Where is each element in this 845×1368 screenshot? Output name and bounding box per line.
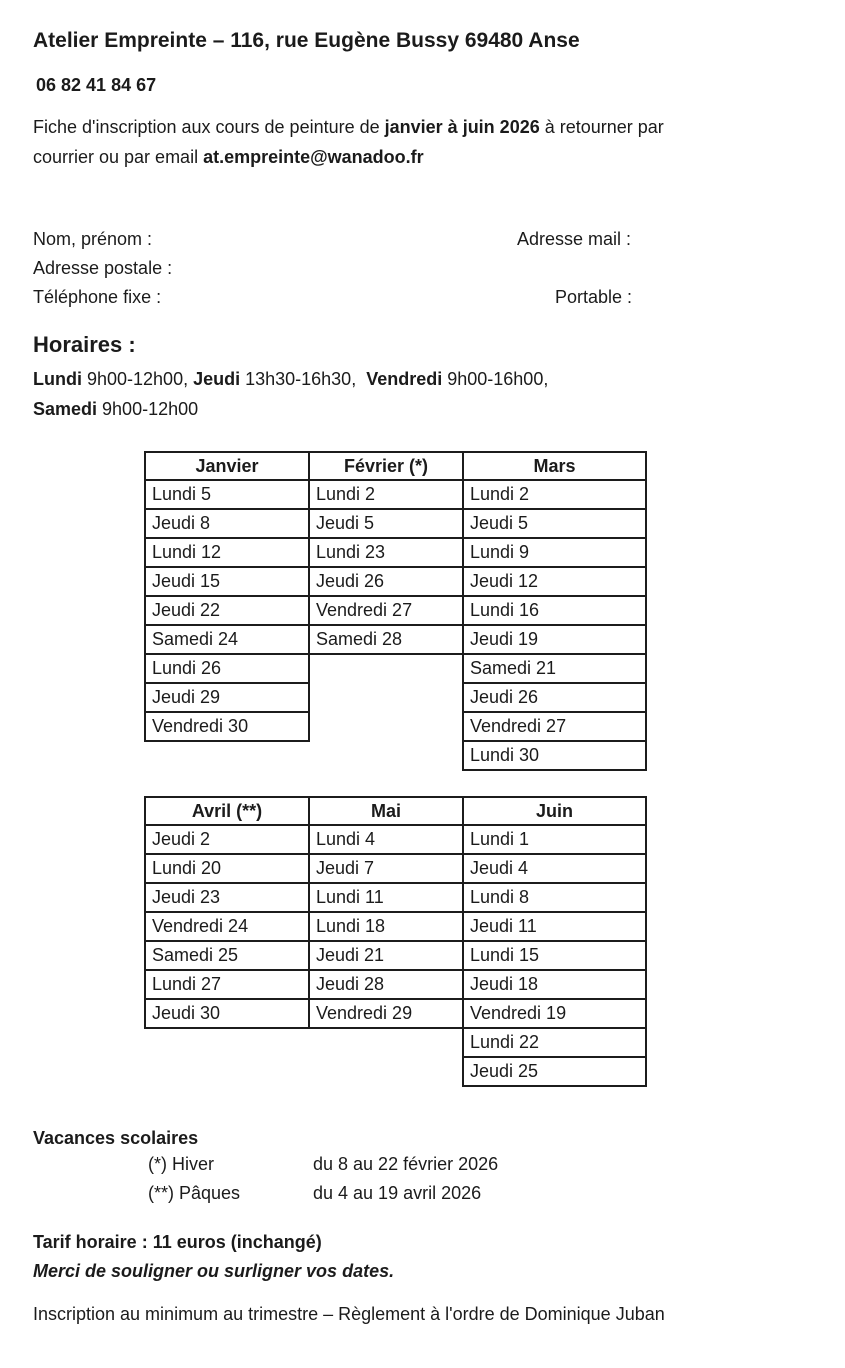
date-cell: Lundi 4 <box>309 825 463 854</box>
table-row <box>145 567 646 596</box>
dates-table-q2 <box>144 796 647 1087</box>
empty-cell <box>309 741 463 770</box>
date-cell: Jeudi 30 <box>145 999 309 1028</box>
empty-cell <box>309 1028 463 1057</box>
date-cell: Lundi 11 <box>309 883 463 912</box>
table-row <box>145 538 646 567</box>
date-cell: Lundi 15 <box>463 941 646 970</box>
month-header: Mai <box>309 797 463 825</box>
table-row <box>145 712 646 741</box>
schedule-day: Lundi <box>33 369 82 389</box>
table-row <box>145 509 646 538</box>
schedule-day: Jeudi <box>193 369 241 389</box>
table-row <box>145 741 646 770</box>
date-cell: Jeudi 26 <box>463 683 646 712</box>
schedule-day: Vendredi <box>366 369 443 389</box>
landline-label: Téléphone fixe : <box>33 287 162 307</box>
holiday-marker: (*) Hiver <box>148 1154 214 1174</box>
empty-cell <box>145 741 309 770</box>
page-title: Atelier Empreinte – 116, rue Eugène Bussy 69480 Anse <box>33 29 580 52</box>
table-row <box>145 883 646 912</box>
date-cell: Jeudi 15 <box>145 567 309 596</box>
table-row <box>145 480 646 509</box>
schedule-lines <box>33 364 823 424</box>
empty-cell <box>309 683 463 712</box>
phone-number: 06 82 41 84 67 <box>36 75 157 95</box>
table-row <box>145 970 646 999</box>
postal-address-label: Adresse postale : <box>33 258 173 278</box>
date-cell: Lundi 8 <box>463 883 646 912</box>
date-cell: Lundi 23 <box>309 538 463 567</box>
holiday-range: du 8 au 22 février 2026 <box>313 1154 499 1174</box>
schedule-time: 9h00-16h00, <box>442 369 549 389</box>
intro-text-3: courrier ou par email <box>33 147 204 167</box>
date-cell: Vendredi 27 <box>463 712 646 741</box>
table-row <box>145 941 646 970</box>
schedule-time: 9h00-12h00 <box>97 399 199 419</box>
form-row-address <box>33 254 823 283</box>
month-header: Mars <box>463 452 646 480</box>
email-label: Adresse mail : <box>517 229 632 249</box>
table-row <box>145 1057 646 1086</box>
table-row <box>145 683 646 712</box>
schedule-day: Samedi <box>33 399 98 419</box>
date-cell: Vendredi 19 <box>463 999 646 1028</box>
date-cell: Lundi 20 <box>145 854 309 883</box>
mobile-label: Portable : <box>555 287 633 307</box>
date-cell: Lundi 1 <box>463 825 646 854</box>
month-header: Juin <box>463 797 646 825</box>
form-row-phones <box>33 283 823 312</box>
date-cell: Lundi 12 <box>145 538 309 567</box>
month-header: Février (*) <box>309 452 463 480</box>
table-header-row <box>145 797 646 825</box>
table-row <box>145 825 646 854</box>
date-cell: Jeudi 5 <box>463 509 646 538</box>
date-cell: Lundi 9 <box>463 538 646 567</box>
date-cell: Jeudi 25 <box>463 1057 646 1086</box>
date-cell: Vendredi 29 <box>309 999 463 1028</box>
empty-cell <box>145 1028 309 1057</box>
date-cell: Jeudi 7 <box>309 854 463 883</box>
date-cell: Jeudi 26 <box>309 567 463 596</box>
date-cell: Lundi 16 <box>463 596 646 625</box>
date-cell: Samedi 21 <box>463 654 646 683</box>
holiday-item-winter <box>33 1150 823 1179</box>
rate-line: Tarif horaire : 11 euros (inchangé) <box>33 1232 322 1252</box>
table-row <box>145 854 646 883</box>
date-cell: Vendredi 27 <box>309 596 463 625</box>
date-cell: Jeudi 28 <box>309 970 463 999</box>
intro-paragraph <box>33 112 833 172</box>
empty-cell <box>309 1057 463 1086</box>
table-header-row <box>145 452 646 480</box>
date-cell: Vendredi 30 <box>145 712 309 741</box>
date-cell: Vendredi 24 <box>145 912 309 941</box>
date-cell: Lundi 2 <box>309 480 463 509</box>
email-address: at.empreinte@wanadoo.fr <box>203 147 424 167</box>
holidays-list <box>33 1150 823 1208</box>
empty-cell <box>145 1057 309 1086</box>
date-cell: Jeudi 23 <box>145 883 309 912</box>
date-cell: Jeudi 29 <box>145 683 309 712</box>
date-cell: Lundi 5 <box>145 480 309 509</box>
holiday-marker: (**) Pâques <box>148 1183 241 1203</box>
table-row <box>145 654 646 683</box>
date-cell: Lundi 22 <box>463 1028 646 1057</box>
date-cell: Jeudi 11 <box>463 912 646 941</box>
date-cell: Jeudi 21 <box>309 941 463 970</box>
form-row-name-email <box>33 225 823 254</box>
underline-note: Merci de souligner ou surligner vos dates. <box>33 1261 395 1281</box>
schedule-time: 13h30-16h30, <box>240 369 367 389</box>
month-header: Janvier <box>145 452 309 480</box>
empty-cell <box>309 712 463 741</box>
table-row <box>145 1028 646 1057</box>
date-cell: Jeudi 19 <box>463 625 646 654</box>
date-cell: Jeudi 12 <box>463 567 646 596</box>
date-cell: Jeudi 5 <box>309 509 463 538</box>
table-row <box>145 912 646 941</box>
date-cell: Lundi 30 <box>463 741 646 770</box>
table-row <box>145 596 646 625</box>
date-cell: Jeudi 2 <box>145 825 309 854</box>
date-cell: Lundi 26 <box>145 654 309 683</box>
date-cell: Jeudi 18 <box>463 970 646 999</box>
payment-note: Inscription au minimum au trimestre – Règlement à l'ordre de Dominique Juban <box>33 1304 665 1324</box>
month-header: Avril (**) <box>145 797 309 825</box>
date-cell: Lundi 27 <box>145 970 309 999</box>
date-cell: Lundi 18 <box>309 912 463 941</box>
date-cell: Jeudi 4 <box>463 854 646 883</box>
holidays-heading: Vacances scolaires <box>33 1128 199 1148</box>
intro-text-1: Fiche d'inscription aux cours de peinture de <box>33 117 385 137</box>
contact-form-labels <box>33 225 823 312</box>
empty-cell <box>309 654 463 683</box>
date-cell: Samedi 24 <box>145 625 309 654</box>
schedule-heading: Horaires : <box>33 332 136 357</box>
dates-table-q1 <box>144 451 647 771</box>
date-cell: Jeudi 8 <box>145 509 309 538</box>
date-cell: Samedi 25 <box>145 941 309 970</box>
intro-period-bold: janvier à juin 2026 <box>384 117 540 137</box>
holiday-item-easter <box>33 1179 823 1208</box>
name-label: Nom, prénom : <box>33 229 153 249</box>
intro-text-2: à retourner par <box>539 117 664 137</box>
date-cell: Lundi 2 <box>463 480 646 509</box>
table-row <box>145 625 646 654</box>
table-row <box>145 999 646 1028</box>
date-cell: Samedi 28 <box>309 625 463 654</box>
schedule-time: 9h00-12h00, <box>81 369 194 389</box>
date-cell: Jeudi 22 <box>145 596 309 625</box>
holiday-range: du 4 au 19 avril 2026 <box>313 1183 482 1203</box>
